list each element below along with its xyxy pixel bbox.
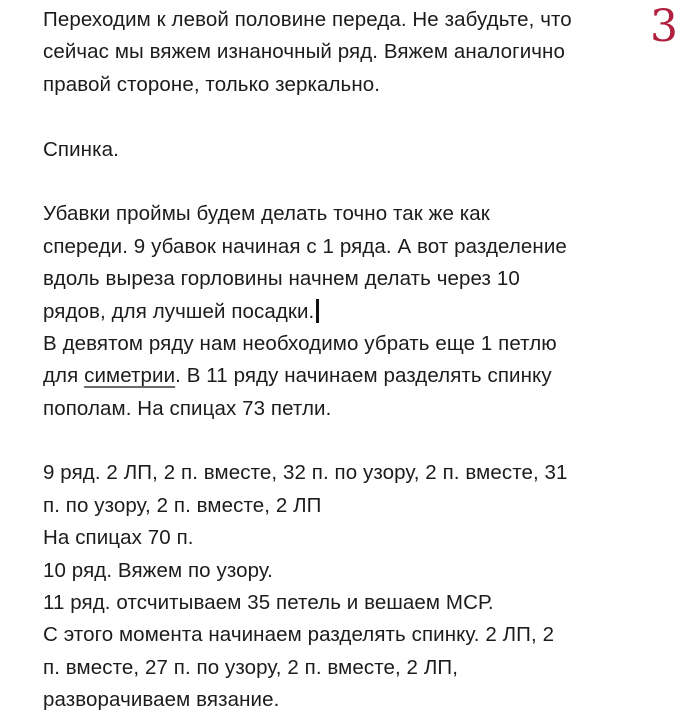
- blank-line: [43, 166, 653, 198]
- blank-line: [43, 425, 653, 457]
- text-line: правой стороне, только зеркально.: [43, 72, 381, 96]
- text-line: сейчас мы вяжем изнаночный ряд. Вяжем аналогично: [43, 40, 565, 64]
- text-line: Переходим к левой половине переда. Не забудьте, что: [43, 8, 572, 31]
- text-line: пополам. На спицах 73 петли.: [43, 396, 332, 420]
- document-text[interactable]: [43, 4, 653, 717]
- paragraph-intro: [43, 4, 653, 101]
- row-instructions: [43, 457, 653, 716]
- text-line: В девятом ряду нам необходимо убрать еще 1 петлю: [43, 331, 557, 355]
- instruction-line: На спицах 70 п.: [43, 526, 194, 550]
- instruction-line: 10 ряд. Вяжем по узору.: [43, 558, 273, 582]
- instruction-line: С этого момента начинаем разделять спинку. 2 ЛП, 2: [43, 623, 555, 647]
- text-line-with-cursor: [43, 296, 653, 328]
- page-number: 3: [650, 1, 678, 52]
- text-segment: . В 11 ряду начинаем разделять спинку: [175, 364, 552, 388]
- instruction-line: п. по узору, 2 п. вместе, 2 ЛП: [43, 493, 322, 517]
- spellcheck-underlined-word[interactable]: симетрии: [84, 364, 176, 388]
- text-line: спереди. 9 убавок начиная с 1 ряда. А вот разделение: [43, 234, 567, 258]
- blank-line: [43, 101, 653, 133]
- section-heading-back: Спинка.: [43, 137, 119, 161]
- instruction-line: разворачиваем вязание.: [43, 688, 280, 712]
- instruction-line: 9 ряд. 2 ЛП, 2 п. вместе, 32 п. по узору, 2 п. вместе, 31: [43, 461, 568, 485]
- text-line: Убавки проймы будем делать точно так же как: [43, 202, 490, 226]
- paragraph-decreases: [43, 198, 653, 425]
- text-segment: для: [43, 364, 85, 388]
- instruction-line: 11 ряд. отсчитываем 35 петель и вешаем МСР.: [43, 591, 494, 615]
- text-line: вдоль выреза горловины начнем делать через 10: [43, 267, 520, 291]
- text-cursor: [316, 299, 319, 323]
- instruction-line: п. вместе, 27 п. по узору, 2 п. вместе, 2 ЛП,: [43, 655, 459, 679]
- text-segment: рядов, для лучшей посадки.: [43, 299, 315, 323]
- text-line: [43, 360, 653, 392]
